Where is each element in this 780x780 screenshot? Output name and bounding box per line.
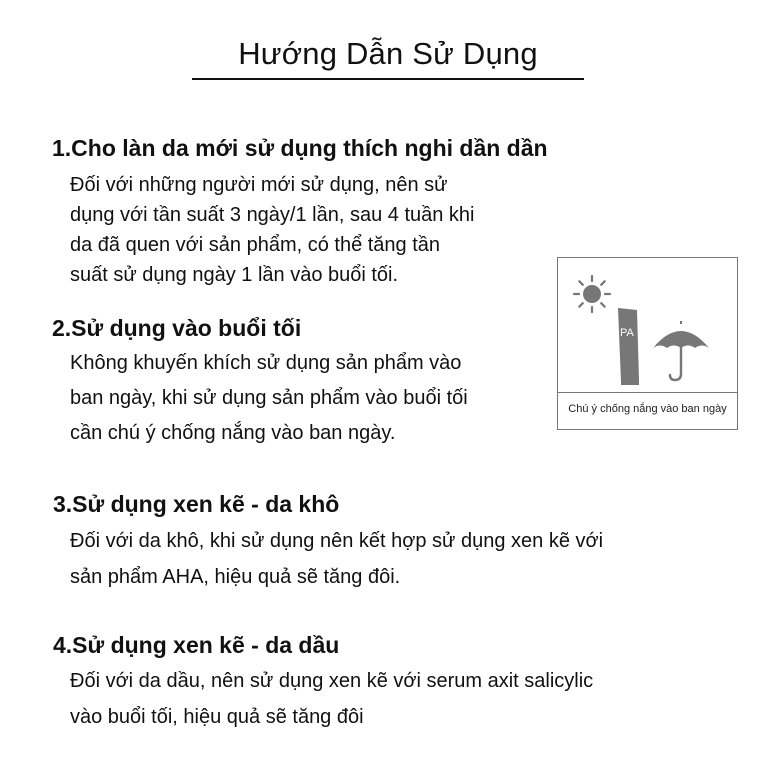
section-4-line-1: Đối với da dầu, nên sử dụng xen kẽ với serum axit salicylic: [70, 670, 594, 692]
section-4-heading: 4.Sử dụng xen kẽ - da dầu: [53, 632, 340, 658]
section-3-heading: 3.Sử dụng xen kẽ - da khô: [53, 491, 340, 517]
umbrella-icon: [651, 320, 711, 382]
section-1-line-2: dụng với tần suất 3 ngày/1 lần, sau 4 tuần khi: [70, 204, 475, 226]
section-2-line-2: ban ngày, khi sử dụng sản phẩm vào buổi tối: [70, 387, 468, 409]
section-3-line-2: sản phẩm AHA, hiệu quả sẽ tăng đôi.: [70, 566, 401, 588]
page-title: Hướng Dẫn Sử Dụng: [238, 36, 538, 71]
section-1-line-3: da đã quen với sản phẩm, có thể tăng tần: [70, 234, 441, 256]
section-4-line-2: vào buổi tối, hiệu quả sẽ tăng đôi: [70, 706, 364, 728]
section-2-heading: 2.Sử dụng vào buổi tối: [52, 315, 302, 341]
notice-divider: [558, 392, 737, 393]
sunscreen-notice-box: [557, 257, 738, 430]
section-2-line-3: cần chú ý chống nắng vào ban ngày.: [70, 422, 396, 444]
sunscreen-tube-icon: [615, 306, 643, 386]
title-underline: [192, 78, 584, 80]
sun-icon: [572, 274, 612, 314]
section-3-line-1: Đối với da khô, khi sử dụng nên kết hợp sử dụng xen kẽ với: [70, 530, 604, 552]
tube-label: PA: [620, 327, 634, 339]
section-1-line-4: suất sử dụng ngày 1 lần vào buổi tối.: [70, 264, 399, 286]
section-1-line-1: Đối với những người mới sử dụng, nên sử: [70, 174, 448, 196]
notice-caption: Chú ý chống nắng vào ban ngày: [568, 403, 727, 415]
section-2-line-1: Không khuyến khích sử dụng sản phẩm vào: [70, 352, 462, 374]
section-1-heading: 1.Cho làn da mới sử dụng thích nghi dần dần: [52, 135, 548, 161]
